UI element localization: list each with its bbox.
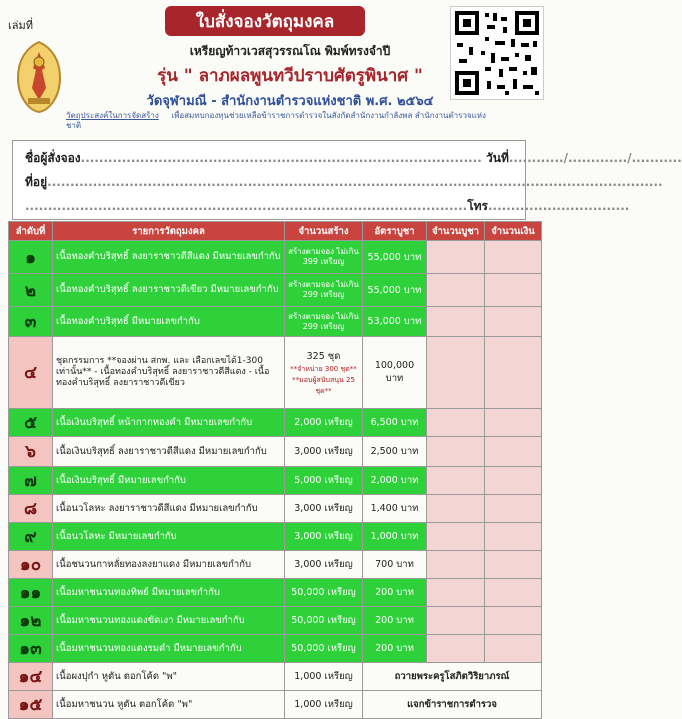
row-qty: สร้างตามจอง ไม่เกิน 399 เหรียญ bbox=[285, 241, 363, 274]
row-number: ๑๔ bbox=[9, 663, 53, 691]
phone-label: โทร bbox=[467, 199, 488, 213]
table-row bbox=[9, 523, 542, 551]
date-label: วันที่ bbox=[486, 151, 509, 165]
row-number: ๒ bbox=[9, 274, 53, 307]
row-item: เนื้อทองคำบริสุทธิ์ ลงยาราชาวดีสีแดง มีหมายเลขกำกับ bbox=[53, 241, 285, 274]
amount-cell[interactable] bbox=[485, 337, 542, 409]
emblem-icon bbox=[14, 40, 64, 114]
row-item: เนื้อผงปุกำ หูตัน ตอกโค้ด "พ" bbox=[53, 663, 285, 691]
col-header-item: รายการวัตถุมงคล bbox=[53, 222, 285, 241]
order-count-cell[interactable] bbox=[427, 307, 485, 337]
table-row bbox=[9, 635, 542, 663]
row-price: 1,000 บาท bbox=[363, 523, 427, 551]
order-count-cell[interactable] bbox=[427, 579, 485, 607]
row-item: เนื้อมหาชนวนทองแดงรมดำ มีหมายเลขกำกับ bbox=[53, 635, 285, 663]
table-row bbox=[9, 467, 542, 495]
order-count-cell[interactable] bbox=[427, 241, 485, 274]
row-price: 6,500 บาท bbox=[363, 409, 427, 437]
row-item: เนื้อทองคำบริสุทธิ์ ลงยาราชาวดีเขียว มีหมายเลขกำกับ bbox=[53, 274, 285, 307]
row-qty: 3,000 เหรียญ bbox=[285, 495, 363, 523]
row-price: 53,000 บาท bbox=[363, 307, 427, 337]
book-number-label: เล่มที่ bbox=[8, 19, 34, 32]
row-item: เนื้อนวโลหะ มีหมายเลขกำกับ bbox=[53, 523, 285, 551]
row-item: เนื้อเงินบริสุทธิ์ หน้ากากทองคำ มีหมายเลขกำกับ bbox=[53, 409, 285, 437]
row-number: ๔ bbox=[9, 337, 53, 409]
row-item: เนื้อเงินบริสุทธิ์ มีหมายเลขกำกับ bbox=[53, 467, 285, 495]
col-header-qty: จำนวนสร้าง bbox=[285, 222, 363, 241]
order-count-cell[interactable] bbox=[427, 495, 485, 523]
row-price: ถวายพระครูโสภิตวิริยาภรณ์ bbox=[363, 663, 542, 691]
row-number: ๑๐ bbox=[9, 551, 53, 579]
row-price: 200 บาท bbox=[363, 607, 427, 635]
row-qty: 325 ชุด bbox=[306, 350, 341, 362]
order-count-cell[interactable] bbox=[427, 409, 485, 437]
header-temple-line: วัดจุฬามณี - สำนักงานตำรวจแห่งชาติ พ.ศ. ๒๕๖๔ bbox=[146, 94, 434, 109]
row-number: ๕ bbox=[9, 409, 53, 437]
row-qty: 3,000 เหรียญ bbox=[285, 437, 363, 467]
table-row bbox=[9, 607, 542, 635]
table-row bbox=[9, 274, 542, 307]
row-qty: 50,000 เหรียญ bbox=[285, 607, 363, 635]
qr-code-icon bbox=[450, 6, 544, 100]
order-count-cell[interactable] bbox=[427, 635, 485, 663]
phone-field[interactable]: .................................................................................................โทร............................... bbox=[25, 199, 630, 213]
row-item: เนื้อนวโลหะ ลงยาราชาวดีสีแดง มีหมายเลขกำกับ bbox=[53, 495, 285, 523]
amount-cell[interactable] bbox=[485, 274, 542, 307]
table-row bbox=[9, 663, 542, 691]
purpose-note bbox=[66, 111, 486, 131]
row-number: ๓ bbox=[9, 307, 53, 337]
name-field[interactable]: ชื่อผู้สั่งจอง........................................................................................ วันที่............/............./........... bbox=[25, 151, 682, 165]
amount-cell[interactable] bbox=[485, 409, 542, 437]
amount-cell[interactable] bbox=[485, 607, 542, 635]
row-qty: 5,000 เหรียญ bbox=[285, 467, 363, 495]
order-count-cell[interactable] bbox=[427, 607, 485, 635]
col-header-no: ลำดับที่ bbox=[9, 222, 53, 241]
row-price: 700 บาท bbox=[363, 551, 427, 579]
name-label: ชื่อผู้สั่งจอง bbox=[25, 151, 81, 165]
amount-cell[interactable] bbox=[485, 495, 542, 523]
table-row bbox=[9, 691, 542, 719]
col-header-price: อัตราบูชา bbox=[363, 222, 427, 241]
address-field[interactable]: ที่อยู่....................................................................................................................................... bbox=[25, 175, 663, 189]
row-number: ๑๑ bbox=[9, 579, 53, 607]
row-qty: 3,000 เหรียญ bbox=[285, 551, 363, 579]
row-item: เนื้อชนวนกาหลั่ยทองลงยาแดง มีหมายเลขกำกับ bbox=[53, 551, 285, 579]
row-price: 55,000 บาท bbox=[363, 241, 427, 274]
address-label: ที่อยู่ bbox=[25, 175, 48, 189]
row-number: ๑๓ bbox=[9, 635, 53, 663]
row-number: ๑๒ bbox=[9, 607, 53, 635]
row-price: 200 บาท bbox=[363, 579, 427, 607]
row-price: 2,500 บาท bbox=[363, 437, 427, 467]
row-qty: 1,000 เหรียญ bbox=[285, 663, 363, 691]
order-count-cell[interactable] bbox=[427, 467, 485, 495]
table-row bbox=[9, 337, 542, 409]
row-qty: สร้างตามจอง ไม่เกิน 299 เหรียญ bbox=[285, 307, 363, 337]
row-item: เนื้อมหาชนวนทองแดงขัดเงา มีหมายเลขกำกับ bbox=[53, 607, 285, 635]
row-price: 200 บาท bbox=[363, 635, 427, 663]
amount-cell[interactable] bbox=[485, 579, 542, 607]
row-price: 100,000 บาท bbox=[363, 337, 427, 409]
header-series-name: รุ่น " ลาภผลพูนทวีปราบศัตรูพินาศ " bbox=[157, 66, 423, 86]
amount-cell[interactable] bbox=[485, 523, 542, 551]
row-qty-cell bbox=[285, 337, 363, 409]
row-item: เนื้อเงินบริสุทธิ์ ลงยาราชาวดีสีแดง มีหมายเลขกำกับ bbox=[53, 437, 285, 467]
col-header-amount: จำนวนเงิน bbox=[485, 222, 542, 241]
order-count-cell[interactable] bbox=[427, 551, 485, 579]
row-item: เนื้อทองคำบริสุทธิ์ มีหมายเลขกำกับ bbox=[53, 307, 285, 337]
table-row bbox=[9, 241, 542, 274]
row-price: 55,000 บาท bbox=[363, 274, 427, 307]
row-number: ๗ bbox=[9, 467, 53, 495]
order-count-cell[interactable] bbox=[427, 274, 485, 307]
row-item: เนื้อมหาชนวนทองทิพย์ มีหมายเลขกำกับ bbox=[53, 579, 285, 607]
amount-cell[interactable] bbox=[485, 551, 542, 579]
header-subtitle: เหรียญท้าวเวสสุวรรณโณ พิมพ์ทรงจำปี bbox=[189, 44, 391, 58]
row-qty: 50,000 เหรียญ bbox=[285, 579, 363, 607]
amount-cell[interactable] bbox=[485, 307, 542, 337]
order-count-cell[interactable] bbox=[427, 337, 485, 409]
col-header-order-count: จำนวนบูชา bbox=[427, 222, 485, 241]
table-row bbox=[9, 307, 542, 337]
row-number: ๑ bbox=[9, 241, 53, 274]
row-qty-note: **จำหน่าย 300 ชุด** **มอบผู้สนับสนุน 25 ชุด** bbox=[290, 364, 357, 395]
purpose-text: เพื่อสมทบกองทุนช่วยเหลือข้าราชการตำรวจในสังกัดสำนักงานกำลังพล สำนักงานตำรวจแห่งชาติ bbox=[66, 111, 486, 130]
page-title: ใบสั่งจองวัตถุมงคล bbox=[165, 6, 365, 36]
row-price: แจกข้าราชการตำรวจ bbox=[363, 691, 542, 719]
order-form-box bbox=[12, 140, 682, 220]
row-number: ๘ bbox=[9, 495, 53, 523]
row-qty: 3,000 เหรียญ bbox=[285, 523, 363, 551]
row-item: ชุดกรรมการ **จองผ่าน สกพ. และ เลือกเลขได้1-300 เท่านั้น** - เนื้อทองคำบริสุทธิ์ ลงยาราชาวดีสีแดง - เนื้อทองคำบริสุทธิ์ ลงยาราชาวดีเขียว bbox=[53, 337, 285, 409]
row-qty: 2,000 เหรียญ bbox=[285, 409, 363, 437]
row-item: เนื้อมหาชนวน หูตัน ตอกโค้ด "พ" bbox=[53, 691, 285, 719]
row-price: 2,000 บาท bbox=[363, 467, 427, 495]
row-price: 1,400 บาท bbox=[363, 495, 427, 523]
row-qty: 50,000 เหรียญ bbox=[285, 635, 363, 663]
row-qty: 1,000 เหรียญ bbox=[285, 691, 363, 719]
order-count-cell[interactable] bbox=[427, 523, 485, 551]
order-count-cell[interactable] bbox=[427, 437, 485, 467]
table-row bbox=[9, 437, 542, 467]
amount-cell[interactable] bbox=[485, 467, 542, 495]
amount-cell[interactable] bbox=[485, 635, 542, 663]
table-header-row bbox=[9, 222, 542, 241]
table-row bbox=[9, 409, 542, 437]
row-number: ๖ bbox=[9, 437, 53, 467]
amount-cell[interactable] bbox=[485, 437, 542, 467]
amount-cell[interactable] bbox=[485, 241, 542, 274]
row-qty: สร้างตามจอง ไม่เกิน 299 เหรียญ bbox=[285, 274, 363, 307]
table-row bbox=[9, 551, 542, 579]
purpose-label: วัตถุประสงค์ในการจัดสร้าง bbox=[66, 111, 159, 120]
row-number: ๑๕ bbox=[9, 691, 53, 719]
table-row bbox=[9, 495, 542, 523]
table-row bbox=[9, 579, 542, 607]
row-number: ๙ bbox=[9, 523, 53, 551]
order-table bbox=[8, 221, 542, 719]
